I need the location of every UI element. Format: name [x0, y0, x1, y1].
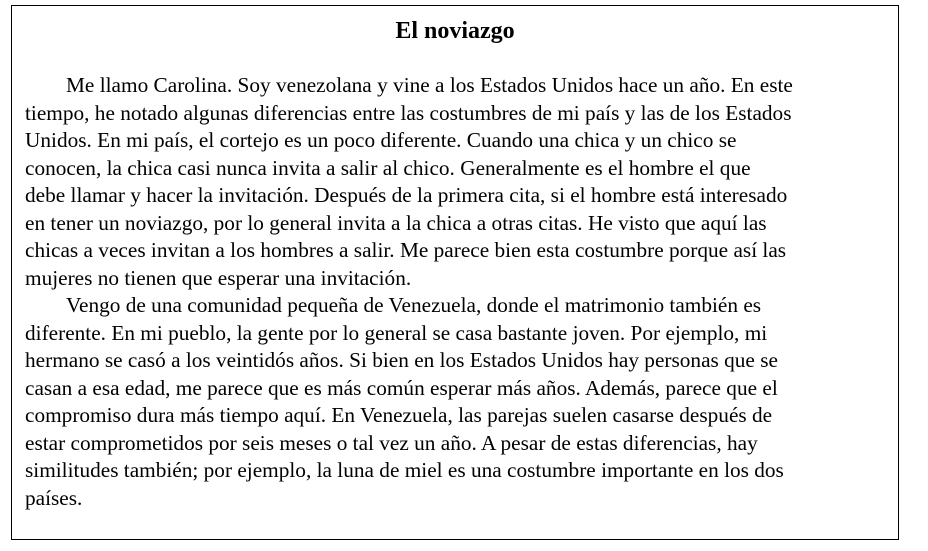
paragraph-2-line-4: casan a esa edad, me parece que es más común esperar más años. Además, parece que el: [25, 375, 778, 400]
paragraph-2-line-2: diferente. En mi pueblo, la gente por lo general se casa bastante joven. Por ejemplo, mi: [25, 320, 768, 345]
paragraph-2-line-1: Vengo de una comunidad pequeña de Venezuela, donde el matrimonio también es: [66, 293, 762, 317]
paragraph-2-line-3: hermano se casó a los veintidós años. Si bien en los Estados Unidos hay personas que se: [25, 348, 778, 372]
document-title: El noviazgo: [395, 18, 515, 44]
paragraph-1-line-1: Me llamo Carolina. Soy venezolana y vine a los Estados Unidos hace un año. En este: [66, 73, 793, 97]
document-box: [11, 5, 899, 540]
paragraph-1-line-4: conocen, la chica casi nunca invita a salir al chico. Generalmente es el hombre el que: [25, 155, 751, 180]
paragraph-1-line-5: debe llamar y hacer la invitación. Después de la primera cita, si el hombre está interesado: [25, 183, 788, 207]
paragraph-2-line-8: países.: [25, 485, 83, 510]
paragraph-1-line-3: Unidos. En mi país, el cortejo es un poco diferente. Cuando una chica y un chico se: [25, 128, 737, 152]
paragraph-2-line-7: similitudes también; por ejemplo, la luna de miel es una costumbre importante en los dos: [25, 458, 784, 482]
paragraph-1-line-8: mujeres no tienen que esperar una invitación.: [25, 265, 412, 290]
paragraph-1-line-6: en tener un noviazgo, por lo general invita a la chica a otras citas. He visto que aquí las: [25, 210, 767, 235]
paragraph-2-line-5: compromiso dura más tiempo aquí. En Venezuela, las parejas suelen casarse después de: [25, 403, 773, 427]
paragraph-2-line-6: estar comprometidos por seis meses o tal vez un año. A pesar de estas diferencias, hay: [25, 430, 758, 455]
paragraph-1-line-2: tiempo, he notado algunas diferencias entre las costumbres de mi país y las de los Estados: [25, 100, 792, 125]
paragraph-1-line-7: chicas a veces invitan a los hombres a salir. Me parece bien esta costumbre porque así las: [25, 238, 787, 262]
